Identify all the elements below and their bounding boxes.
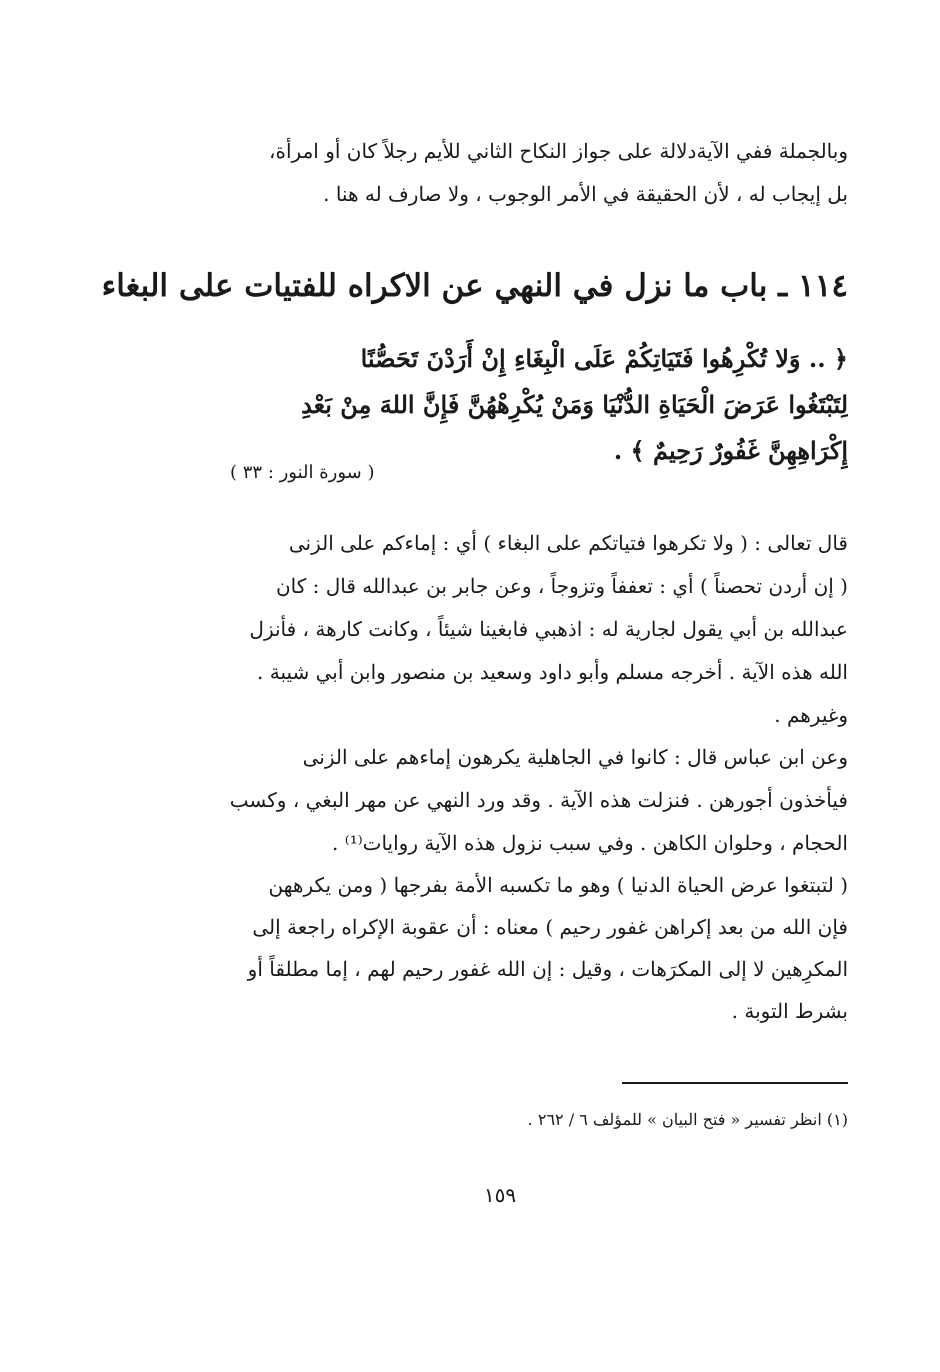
paragraph-line: ( إن أردن تحصناً ) أي : تعففاً وتزوجاً ، وعن جابر بن عبدالله قال : كان	[275, 574, 848, 598]
paragraph-line: وعن ابن عباس قال : كانوا في الجاهلية يكرهون إماءهم على الزنى	[302, 745, 848, 769]
quran-verse	[88, 336, 848, 474]
paragraph-line: المكرِهين لا إلى المكرَهات ، وقيل : إن الله غفور رحيم لهم ، إما مطلقاً أو	[247, 957, 848, 981]
paragraph-line: عبدالله بن أبي يقول لجارية له : اذهبي فابغينا شيئاً ، وكانت كارهة ، فأنزل	[249, 617, 848, 641]
paragraph-line: الحجام ، وحلوان الكاهن . وفي سبب نزول هذه الآية روايات⁽¹⁾ .	[332, 831, 848, 855]
paragraph-line: الله هذه الآية . أخرجه مسلم وأبو داود وسعيد بن منصور وابن أبي شيبة .	[257, 660, 848, 684]
paragraph-line: فيأخذون أجورهن . فنزلت هذه الآية . وقد ورد النهي عن مهر البغي ، وكسب	[229, 788, 848, 812]
commentary-paragraph-3	[88, 864, 848, 1032]
paragraph-line: بشرط التوبة .	[731, 999, 848, 1023]
verse-line: لِتَبْتَغُوا عَرَضَ الْحَيَاةِ الدُّنْيَا وَمَنْ يُكْرِهْهُنَّ فَإِنَّ اللهَ مِنْ بَعْدِ	[301, 390, 848, 419]
commentary-paragraph-1	[88, 522, 848, 737]
verse-line: إِكْرَاهِهِنَّ غَفُورٌ رَحِيمٌ ﴾ .	[613, 436, 848, 465]
verse-citation: ( سورة النور : ٣٣ )	[230, 462, 375, 483]
intro-paragraph	[88, 130, 848, 216]
verse-line: ﴿ .. وَلا تُكْرِهُوا فَتَيَاتِكُمْ عَلَى الْبِغَاءِ إِنْ أَرَدْنَ تَحَصُّنًا	[360, 344, 848, 373]
page-number: ١٥٩	[483, 1183, 517, 1207]
chapter-heading: ١١٤ ـ باب ما نزل في النهي عن الاكراه للفتيات على البغاء	[101, 268, 848, 304]
footnote-divider	[622, 1082, 848, 1084]
intro-line: بل إيجاب له ، لأن الحقيقة في الأمر الوجوب ، ولا صارف له هنا .	[323, 182, 848, 206]
paragraph-line: ( لتبتغوا عرض الحياة الدنيا ) وهو ما تكسبه الأمة بفرجها ( ومن يكرههن	[268, 873, 848, 897]
paragraph-line: فإن الله من بعد إكراهن غفور رحيم ) معناه : أن عقوبة الإكراه راجعة إلى	[252, 915, 848, 939]
paragraph-line: وغيرهم .	[774, 703, 848, 727]
commentary-paragraph-2	[88, 736, 848, 865]
paragraph-line: قال تعالى : ( ولا تكرهوا فتياتكم على البغاء ) أي : إماءكم على الزنى	[288, 531, 848, 555]
intro-line: وبالجملة ففي الآيةدلالة على جواز النكاح الثاني للأيم رجلاً كان أو امرأة،	[269, 139, 848, 163]
footnote: (١) انظر تفسير « فتح البيان » للمؤلف ٦ / ٢٦٢ .	[527, 1110, 848, 1129]
